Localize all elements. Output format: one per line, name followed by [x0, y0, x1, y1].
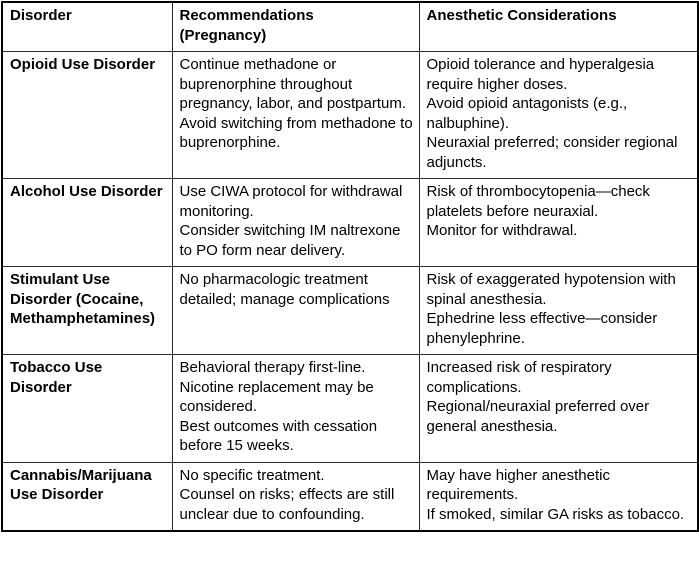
header-row: [2, 2, 698, 52]
disorder-label: Tobacco Use Disorder: [10, 359, 103, 396]
cell-line: Continue methadone or buprenorphine throughout pregnancy, labor, and postpartum.: [179, 56, 407, 112]
table-row: [2, 179, 698, 267]
cell-line: Neuraxial preferred; consider regional adjuncts.: [426, 134, 678, 171]
cell-line: Regional/neuraxial preferred over general anesthesia.: [426, 398, 650, 435]
table-row: [2, 52, 698, 179]
cell-line: Ephedrine less effective—consider phenylephrine.: [426, 310, 658, 347]
column-header-label: Anesthetic Considerations: [426, 7, 617, 24]
cell-line: Increased risk of respiratory complications.: [426, 359, 612, 396]
recommendations-cell: [172, 52, 419, 179]
column-header-label: Recommendations: [179, 7, 314, 24]
considerations-cell: [419, 267, 698, 355]
cell-line: If smoked, similar GA risks as tobacco.: [426, 505, 685, 523]
disorder-label: Alcohol Use Disorder: [10, 183, 163, 200]
table-row: [2, 462, 698, 531]
column-header-anesthetic: [419, 2, 698, 52]
disorder-cell: [2, 462, 172, 531]
cell-line: Risk of thrombocytopenia—check platelets before neuraxial.: [426, 183, 650, 220]
cell-line: Behavioral therapy first-line.: [179, 359, 366, 376]
cell-line: Avoid opioid antagonists (e.g., nalbuphine).: [426, 95, 628, 132]
disorder-cell: [2, 52, 172, 179]
cell-line: Opioid tolerance and hyperalgesia require higher doses.: [426, 56, 655, 93]
considerations-cell: [419, 179, 698, 267]
considerations-cell: [419, 462, 698, 531]
cell-line: Use CIWA protocol for withdrawal monitoring.: [179, 183, 403, 220]
cell-line: May have higher anesthetic requirements.: [426, 466, 610, 503]
column-header-label-line2: (Pregnancy): [179, 26, 267, 44]
disorder-label: Cannabis/Marijuana Use Disorder: [10, 466, 152, 503]
disorder-label: Stimulant Use Disorder (Cocaine, Methamphetamines): [10, 271, 156, 327]
disorder-cell: [2, 355, 172, 463]
disorder-label: Opioid Use Disorder: [10, 56, 156, 73]
cell-line: Consider switching IM naltrexone to PO form near delivery.: [179, 222, 401, 259]
disorder-cell: [2, 179, 172, 267]
cell-line: Nicotine replacement may be considered.: [179, 378, 374, 415]
recommendations-cell: [172, 179, 419, 267]
table-row: [2, 355, 698, 463]
table-header: [2, 2, 698, 52]
cell-line: Best outcomes with cessation before 15 weeks.: [179, 417, 378, 454]
recommendations-cell: [172, 355, 419, 463]
cell-line: No pharmacologic treatment detailed; manage complications: [179, 271, 390, 308]
considerations-cell: [419, 355, 698, 463]
cell-line: Avoid switching from methadone to buprenorphine.: [179, 114, 413, 151]
table-row: [2, 267, 698, 355]
table-body: [2, 52, 698, 532]
recommendations-cell: [172, 462, 419, 531]
column-header-recommendations: [172, 2, 419, 52]
disorders-table: [1, 1, 699, 532]
considerations-cell: [419, 52, 698, 179]
cell-line: Monitor for withdrawal.: [426, 222, 578, 239]
cell-line: Risk of exaggerated hypotension with spinal anesthesia.: [426, 271, 676, 308]
cell-line: No specific treatment.: [179, 466, 325, 484]
cell-line: Counsel on risks; effects are still unclear due to confounding.: [179, 486, 395, 523]
column-header-disorder: [2, 2, 172, 52]
column-header-label: Disorder: [10, 7, 72, 24]
disorder-cell: [2, 267, 172, 355]
recommendations-cell: [172, 267, 419, 355]
